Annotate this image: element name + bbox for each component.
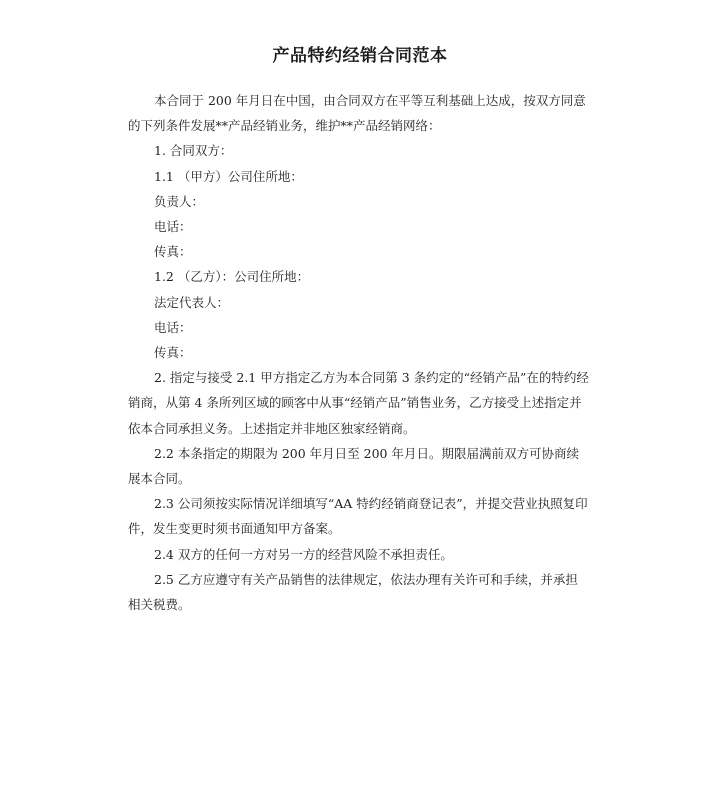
document-body xyxy=(128,88,590,617)
party-a-fax: 传真： xyxy=(154,244,192,260)
party-b-fax: 传真： xyxy=(154,345,192,361)
clause-2-4: 2.4 双方的任何一方对另一方的经营风险不承担责任。 xyxy=(154,546,453,562)
document-title: 产品特约经销合同范本 xyxy=(272,46,448,66)
clause-2-5: 2.5 乙方应遵守有关产品销售的法律规定，依法办理有关许可和手续，并承担相关税费。 xyxy=(128,571,578,613)
party-a-phone: 电话： xyxy=(154,219,192,235)
party-b-address: 1.2 （乙方）：公司住所地： xyxy=(154,269,310,285)
section-parties-heading: 1. 合同双方： xyxy=(154,143,233,159)
party-b-legal-representative: 法定代表人： xyxy=(154,294,230,310)
party-a-responsible-person: 负责人： xyxy=(154,193,205,209)
clause-2-2: 2.2 本条指定的期限为 200 年月日至 200 年月日。期限届满前双方可协商续展本合同。 xyxy=(128,445,579,487)
clause-2-3: 2.3 公司须按实际情况详细填写“AA 特约经销商登记表”，并提交营业执照复印件，发生变更时须书面通知甲方备案。 xyxy=(128,496,588,537)
party-b-phone: 电话： xyxy=(154,319,192,335)
party-a-address: 1.1 （甲方）公司住所地： xyxy=(154,168,303,184)
clause-2-1: 2. 指定与接受 2.1 甲方指定乙方为本合同第 3 条约定的“经销产品”在的特约经销商，从第 4 条所列区域的顾客中从事“经销产品”销售业务，乙方接受上述指定并依本合同承担义务。上述指定并非地区独家经销商。 xyxy=(128,370,589,436)
intro-paragraph: 本合同于 200 年月日在中国，由合同双方在平等互利基础上达成，按双方同意的下列条件发展**产品经销业务，维护**产品经销网络： xyxy=(128,93,586,134)
